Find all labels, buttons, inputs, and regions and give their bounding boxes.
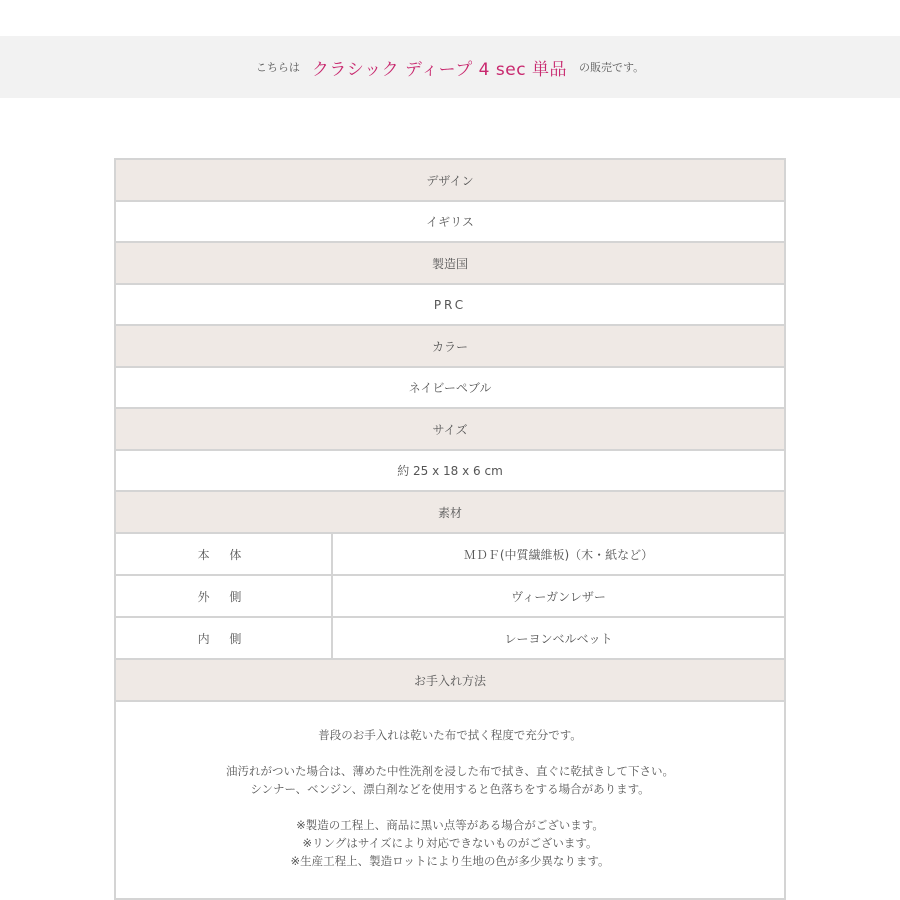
product-banner (0, 36, 900, 98)
material-value: ヴィーガンレザー (511, 589, 606, 604)
material-part: 内 側 (116, 618, 333, 658)
material-part: 外 側 (116, 576, 333, 616)
material-row-inner (116, 618, 784, 660)
material-value: ＭＤＦ(中質繊維板)（木・紙など） (463, 547, 654, 562)
care-line: 油汚れがついた場合は、薄めた中性洗剤を浸した布で拭き、直ぐに乾拭きして下さい。 (225, 764, 675, 778)
origin-header: 製造国 (116, 243, 784, 285)
banner-product-name: クラシック ディープ 4 sec 単品 (311, 59, 567, 80)
size-header: サイズ (116, 409, 784, 451)
size-value: 約 25 x 18 x 6 cm (116, 451, 784, 492)
care-instructions (116, 702, 784, 898)
care-note: ※リングはサイズにより対応できないものがございます。 (302, 836, 598, 850)
origin-value: PRC (116, 285, 784, 326)
care-line: 普段のお手入れは乾いた布で拭く程度で充分です。 (318, 728, 582, 742)
care-note: ※生産工程上、製造ロットにより生地の色が多少異なります。 (290, 854, 610, 868)
care-note: ※製造の工程上、商品に黒い点等がある場合がございます。 (296, 818, 604, 832)
color-header: カラー (116, 326, 784, 368)
design-value: イギリス (116, 202, 784, 243)
care-header: お手入れ方法 (116, 660, 784, 702)
banner-prefix: こちらは (255, 61, 300, 74)
material-header: 素材 (116, 492, 784, 534)
material-value: レーヨンベルベット (504, 631, 613, 646)
banner-suffix: の販売です。 (578, 61, 645, 74)
color-value: ネイビーペブル (116, 368, 784, 409)
material-row-body (116, 534, 784, 576)
spec-table (114, 158, 786, 900)
care-line: シンナー、ベンジン、漂白剤などを使用すると色落ちをする場合があります。 (250, 782, 650, 796)
material-part: 本 体 (116, 534, 333, 574)
material-row-outer (116, 576, 784, 618)
design-header: デザイン (116, 160, 784, 202)
